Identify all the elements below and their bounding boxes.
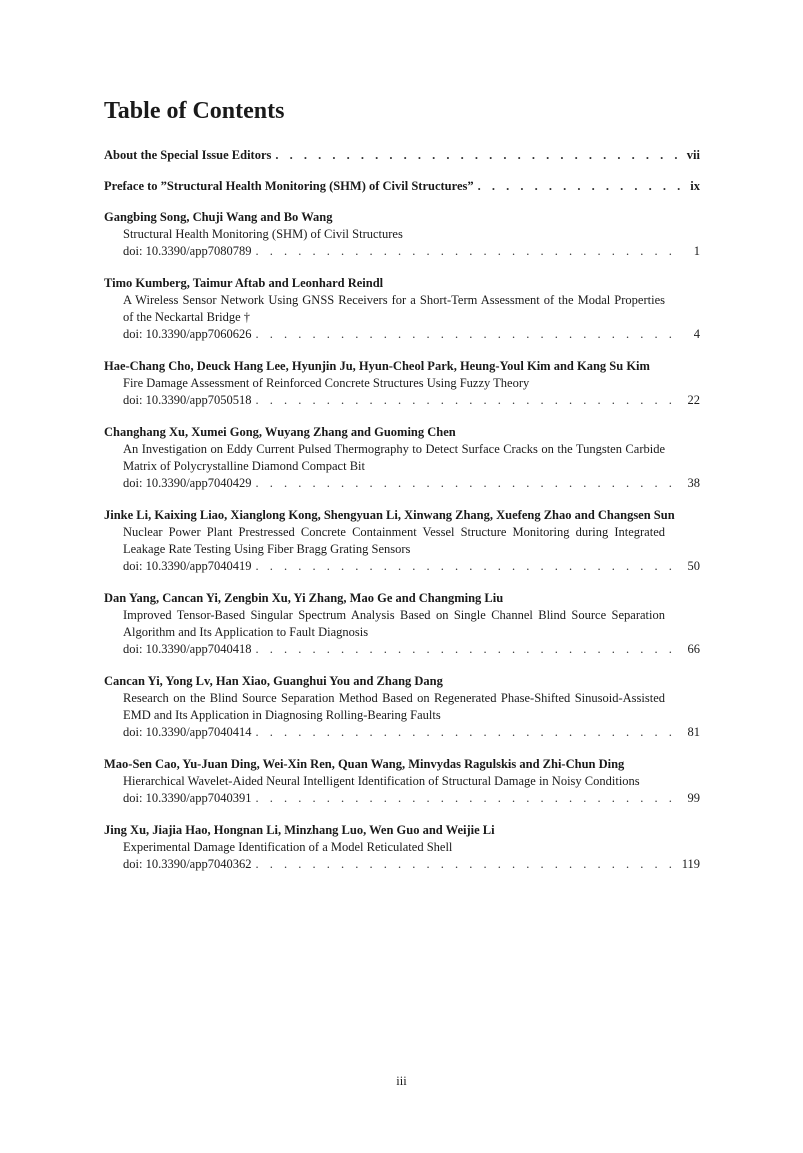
dot-leader (255, 392, 682, 409)
entry-doi-line (104, 641, 700, 658)
entry-doi-link[interactable]: doi: 10.3390/app7040391 (123, 791, 252, 805)
entry-doi-line (104, 243, 700, 260)
entry-doi-link[interactable]: doi: 10.3390/app7050518 (123, 393, 252, 407)
toc-page-number: 1 (693, 244, 700, 258)
dot-leader (255, 641, 682, 658)
page-title: Table of Contents (104, 98, 285, 124)
toc-page-number: 4 (693, 327, 700, 341)
entry-title: An Investigation on Eddy Current Pulsed Thermography to Detect Surface Cracks on the Tungsten Carbide Matrix of Polycrystalline Diamond Compact Bit (123, 442, 665, 473)
toc-page-number: 38 (687, 476, 700, 490)
entry-doi-line (104, 856, 700, 873)
dot-leader (255, 558, 682, 575)
toc-page-number: 22 (687, 393, 700, 407)
toc-page-number: 81 (687, 725, 700, 739)
entry-doi-link[interactable]: doi: 10.3390/app7040418 (123, 642, 252, 656)
toc-entry[interactable] (104, 424, 700, 492)
footer-page-number: iii (396, 1074, 407, 1088)
toc-page-number: vii (686, 148, 700, 162)
entry-doi-line (104, 392, 700, 409)
toc-page-number: ix (690, 179, 700, 193)
entry-doi-link[interactable]: doi: 10.3390/app7060626 (123, 327, 252, 341)
entry-authors: Dan Yang, Cancan Yi, Zengbin Xu, Yi Zhang, Mao Ge and Changming Liu (104, 591, 504, 605)
dot-leader (255, 326, 682, 343)
entry-doi-link[interactable]: doi: 10.3390/app7040419 (123, 559, 252, 573)
entry-title: Improved Tensor-Based Singular Spectrum Analysis Based on Single Channel Blind Source Separation Algorithm and Its Application to Fault Diagnosis (123, 608, 665, 639)
dot-leader (255, 475, 682, 492)
entry-authors: Cancan Yi, Yong Lv, Han Xiao, Guanghui You and Zhang Dang (104, 674, 443, 688)
toc-front-item-label: About the Special Issue Editors (104, 148, 272, 162)
toc-entry[interactable] (104, 507, 700, 575)
dot-leader (255, 724, 682, 741)
entry-doi-line (104, 475, 700, 492)
dot-leader (478, 178, 682, 195)
dot-leader (275, 147, 682, 164)
toc-page-number: 119 (681, 857, 700, 871)
entry-authors: Changhang Xu, Xumei Gong, Wuyang Zhang and Guoming Chen (104, 425, 456, 439)
entry-doi-link[interactable]: doi: 10.3390/app7040429 (123, 476, 252, 490)
dot-leader (255, 856, 677, 873)
toc-page-number: 50 (687, 559, 700, 573)
toc-entry[interactable] (104, 756, 700, 807)
entry-authors: Mao-Sen Cao, Yu-Juan Ding, Wei-Xin Ren, Quan Wang, Minvydas Ragulskis and Zhi-Chun Ding (104, 757, 625, 771)
entry-authors: Jinke Li, Kaixing Liao, Xianglong Kong, Shengyuan Li, Xinwang Zhang, Xuefeng Zhao and Changsen Sun (104, 508, 675, 522)
dot-leader (255, 243, 682, 260)
entry-title: Research on the Blind Source Separation Method Based on Regenerated Phase-Shifted Sinusoid-Assisted EMD and Its Application in Diagnosing Rolling-Bearing Faults (123, 691, 665, 722)
entry-title: Fire Damage Assessment of Reinforced Concrete Structures Using Fuzzy Theory (123, 376, 530, 390)
toc-entry[interactable] (104, 822, 700, 873)
toc-page-number: 99 (687, 791, 700, 805)
entry-doi-link[interactable]: doi: 10.3390/app7040362 (123, 857, 252, 871)
entry-title: A Wireless Sensor Network Using GNSS Receivers for a Short-Term Assessment of the Modal Properties of the Neckartal Bridge † (123, 293, 665, 324)
toc-entry[interactable] (104, 673, 700, 741)
dot-leader (255, 790, 682, 807)
entry-doi-line (104, 558, 700, 575)
entry-authors: Timo Kumberg, Taimur Aftab and Leonhard Reindl (104, 276, 384, 290)
toc-front-item-label: Preface to ”Structural Health Monitoring (SHM) of Civil Structures” (104, 179, 474, 193)
entry-doi-link[interactable]: doi: 10.3390/app7080789 (123, 244, 252, 258)
entry-doi-link[interactable]: doi: 10.3390/app7040414 (123, 725, 252, 739)
toc-list (104, 147, 700, 888)
toc-entry[interactable] (104, 590, 700, 658)
entry-doi-line (104, 790, 700, 807)
entry-title: Nuclear Power Plant Prestressed Concrete Containment Vessel Structure Monitoring during Integrated Leakage Rate Testing Using Fiber Bragg Grating Sensors (123, 525, 665, 556)
toc-page-number: 66 (687, 642, 700, 656)
entry-title: Structural Health Monitoring (SHM) of Civil Structures (123, 227, 403, 241)
entry-doi-line (104, 724, 700, 741)
entry-title: Hierarchical Wavelet-Aided Neural Intelligent Identification of Structural Damage in Noisy Conditions (123, 774, 640, 788)
entry-authors: Gangbing Song, Chuji Wang and Bo Wang (104, 210, 333, 224)
entry-authors: Jing Xu, Jiajia Hao, Hongnan Li, Minzhang Luo, Wen Guo and Weijie Li (104, 823, 495, 837)
toc-entry[interactable] (104, 275, 700, 343)
toc-entry[interactable] (104, 358, 700, 409)
entry-title: Experimental Damage Identification of a Model Reticulated Shell (123, 840, 453, 854)
entry-doi-line (104, 326, 700, 343)
toc-front-item-preface[interactable] (104, 178, 700, 195)
toc-entry[interactable] (104, 209, 700, 260)
toc-front-item-editors[interactable] (104, 147, 700, 164)
entry-authors: Hae-Chang Cho, Deuck Hang Lee, Hyunjin Ju, Hyun-Cheol Park, Heung-Youl Kim and Kang Su Kim (104, 359, 650, 373)
